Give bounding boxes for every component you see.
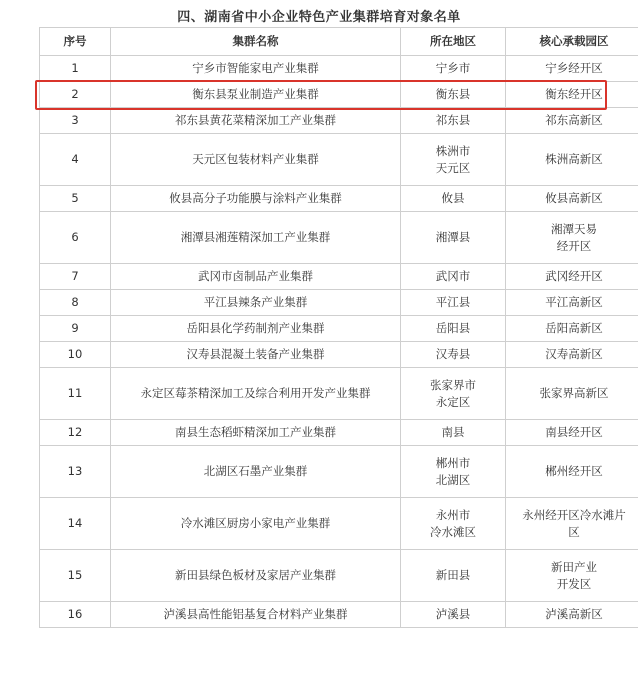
cell-number: 10	[40, 342, 111, 368]
cell-region-line: 永州市	[435, 507, 471, 522]
cell-cluster-name: 祁东县黄花菜精深加工产业集群	[111, 108, 401, 134]
table-row	[40, 602, 638, 628]
cell-number: 1	[40, 56, 111, 82]
table-row	[40, 56, 638, 82]
cell-core-park-line: 武冈经开区	[545, 269, 603, 283]
cell-region	[401, 212, 506, 264]
cell-number: 4	[40, 134, 111, 186]
cell-region-line: 岳阳县	[435, 321, 471, 335]
cell-core-park-line: 新田产业	[551, 559, 597, 574]
cell-core-park	[506, 420, 638, 446]
table-row	[40, 316, 638, 342]
cell-region-line: 衡东县	[435, 87, 471, 101]
cell-core-park	[506, 342, 638, 368]
cell-region	[401, 446, 506, 498]
cell-region	[401, 316, 506, 342]
cell-core-park-line: 开发区	[556, 576, 592, 591]
cell-core-park-line: 郴州经开区	[545, 464, 603, 478]
cell-core-park	[506, 498, 638, 550]
cell-number: 3	[40, 108, 111, 134]
cell-cluster-name: 永定区莓茶精深加工及综合利用开发产业集群	[111, 368, 401, 420]
cell-number: 11	[40, 368, 111, 420]
cell-region	[401, 134, 506, 186]
cell-region	[401, 602, 506, 628]
cell-core-park-line: 张家界高新区	[539, 386, 609, 400]
cell-region-line: 泸溪县	[435, 607, 471, 621]
cell-number: 6	[40, 212, 111, 264]
cell-cluster-name: 新田县绿色板材及家居产业集群	[111, 550, 401, 602]
cell-core-park-line: 南县经开区	[545, 425, 603, 439]
header-cluster-name: 集群名称	[111, 28, 401, 56]
table-row	[40, 342, 638, 368]
cell-region	[401, 264, 506, 290]
cell-number: 8	[40, 290, 111, 316]
cell-number: 14	[40, 498, 111, 550]
cell-region-line: 株洲市	[435, 143, 471, 158]
cell-region-line: 祁东县	[435, 113, 471, 127]
cell-region	[401, 420, 506, 446]
cell-number: 16	[40, 602, 111, 628]
cell-core-park-line: 宁乡经开区	[545, 61, 603, 75]
cell-region-line: 宁乡市	[435, 61, 471, 75]
cell-region	[401, 186, 506, 212]
cell-cluster-name: 冷水滩区厨房小家电产业集群	[111, 498, 401, 550]
cell-region	[401, 342, 506, 368]
cell-region-line: 攸县	[441, 191, 465, 205]
cell-cluster-name: 宁乡市智能家电产业集群	[111, 56, 401, 82]
cell-core-park-line: 汉寿高新区	[545, 347, 603, 361]
row-2-highlight-box	[35, 80, 607, 110]
cell-region	[401, 108, 506, 134]
table-row	[40, 550, 638, 602]
table-header-row	[40, 28, 638, 56]
cell-number: 2	[40, 82, 111, 108]
cell-core-park	[506, 602, 638, 628]
table-row	[40, 108, 638, 134]
table-row	[40, 498, 638, 550]
cell-number: 5	[40, 186, 111, 212]
table-row	[40, 264, 638, 290]
cell-core-park-line: 湘潭天易	[551, 221, 597, 236]
table-row	[40, 290, 638, 316]
cell-core-park	[506, 264, 638, 290]
cell-region-line: 冷水滩区	[430, 524, 476, 539]
cell-core-park-line: 泸溪高新区	[545, 607, 603, 621]
cell-region	[401, 368, 506, 420]
cell-core-park-line: 衡东经开区	[545, 87, 603, 101]
cell-cluster-name: 平江县辣条产业集群	[111, 290, 401, 316]
cell-number: 7	[40, 264, 111, 290]
cell-core-park-line: 平江高新区	[545, 295, 603, 309]
cell-number: 15	[40, 550, 111, 602]
cell-core-park	[506, 290, 638, 316]
table-row	[40, 446, 638, 498]
cell-region-line: 新田县	[435, 568, 471, 582]
cell-number: 13	[40, 446, 111, 498]
table-row	[40, 420, 638, 446]
cell-core-park	[506, 212, 638, 264]
cell-cluster-name: 泸溪县高性能铝基复合材料产业集群	[111, 602, 401, 628]
cell-cluster-name: 岳阳县化学药制剂产业集群	[111, 316, 401, 342]
cell-cluster-name: 衡东县泵业制造产业集群	[111, 82, 401, 108]
cell-core-park	[506, 134, 638, 186]
cell-region-line: 平江县	[435, 295, 471, 309]
cell-region	[401, 498, 506, 550]
table-row	[40, 368, 638, 420]
cell-region-line: 汉寿县	[435, 347, 471, 361]
cell-region-line: 永定区	[435, 394, 471, 409]
cell-core-park	[506, 108, 638, 134]
cell-core-park	[506, 550, 638, 602]
cell-core-park	[506, 368, 638, 420]
cell-region-line: 郴州市	[435, 455, 471, 470]
cell-number: 12	[40, 420, 111, 446]
header-region: 所在地区	[401, 28, 506, 56]
cell-region	[401, 56, 506, 82]
cell-number: 9	[40, 316, 111, 342]
cell-region-line: 张家界市	[430, 377, 476, 392]
cell-cluster-name: 天元区包装材料产业集群	[111, 134, 401, 186]
cell-core-park-line: 攸县高新区	[545, 191, 603, 205]
cell-core-park-line: 经开区	[556, 238, 592, 253]
table-row	[40, 212, 638, 264]
cell-region-line: 天元区	[435, 160, 471, 175]
cell-cluster-name: 汉寿县混凝土装备产业集群	[111, 342, 401, 368]
cell-core-park-line: 株洲高新区	[545, 152, 603, 166]
document-title: 四、湖南省中小企业特色产业集群培育对象名单	[177, 10, 461, 25]
cell-cluster-name: 北湖区石墨产业集群	[111, 446, 401, 498]
cell-core-park	[506, 446, 638, 498]
table-row	[40, 134, 638, 186]
cell-region-line: 湘潭县	[435, 230, 471, 244]
cell-core-park-line: 祁东高新区	[545, 113, 603, 127]
cell-region-line: 武冈市	[435, 269, 471, 283]
cell-cluster-name: 攸县高分子功能膜与涂料产业集群	[111, 186, 401, 212]
cell-region-line: 南县	[441, 425, 465, 439]
cluster-table	[39, 27, 638, 628]
cell-core-park-line: 永州经开区冷水滩片	[522, 507, 626, 522]
cell-region	[401, 290, 506, 316]
cell-region-line: 北湖区	[435, 472, 471, 487]
header-number: 序号	[40, 28, 111, 56]
header-core-park: 核心承载园区	[506, 28, 638, 56]
cell-cluster-name: 湘潭县湘莲精深加工产业集群	[111, 212, 401, 264]
cell-core-park	[506, 56, 638, 82]
cell-cluster-name: 南县生态稻虾精深加工产业集群	[111, 420, 401, 446]
cell-core-park	[506, 186, 638, 212]
cell-core-park	[506, 316, 638, 342]
cell-core-park-line: 区	[568, 524, 580, 539]
cell-core-park-line: 岳阳高新区	[545, 321, 603, 335]
cell-region	[401, 550, 506, 602]
table-body	[40, 56, 638, 628]
cell-cluster-name: 武冈市卤制品产业集群	[111, 264, 401, 290]
table-row	[40, 186, 638, 212]
